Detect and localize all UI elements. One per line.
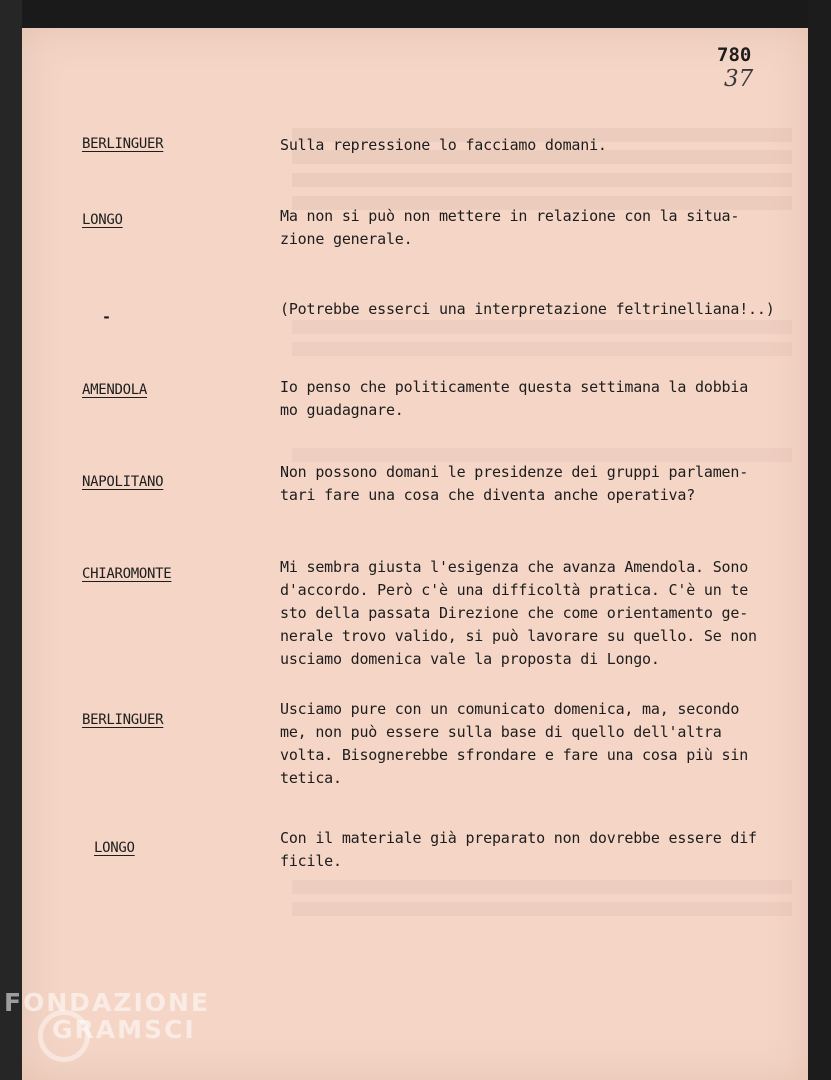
speaker-name: BERLINGUER <box>82 136 164 152</box>
speech-text: Ma non si può non mettere in relazione con la situa- zione generale. <box>280 207 740 248</box>
bleed-through <box>292 448 792 462</box>
speaker-name: LONGO <box>82 212 123 228</box>
watermark-line-2: GRAMSCI <box>52 1015 196 1044</box>
bleed-through <box>292 320 792 334</box>
document-page <box>22 28 808 1080</box>
speaker-name: BERLINGUER <box>82 712 164 728</box>
speech-text: (Potrebbe esserci una interpretazione feltrinelliana!..) <box>280 300 775 318</box>
bleed-through <box>292 342 792 356</box>
speech-text: Non possono domani le presidenze dei gruppi parlamen- tari fare una cosa che diventa anche operativa? <box>280 463 749 504</box>
speaker-name: NAPOLITANO <box>82 474 164 490</box>
speech-text: Io penso che politicamente questa settimana la dobbia mo guadagnare. <box>280 378 749 419</box>
page-number: 780 <box>717 44 752 66</box>
speech-text: Con il materiale già preparato non dovrebbe essere dif ficile. <box>280 829 757 870</box>
speech-text: Mi sembra giusta l'esigenza che avanza Amendola. Sono d'accordo. Però c'è una difficoltà pratica. C'è un te sto della passata Direzione che come orientamento ge- nerale trovo valido, si può lavorare su quello. Se non usciamo domenica vale la proposta di Longo. <box>280 558 757 668</box>
speech-text: Sulla repressione lo facciamo domani. <box>280 136 607 154</box>
speaker-name: AMENDOLA <box>82 382 148 398</box>
bleed-through <box>292 173 792 187</box>
speaker-name: CHIAROMONTE <box>82 566 172 582</box>
watermark-line-1: FONDAZIONE <box>4 988 211 1017</box>
handwritten-page-number: 37 <box>724 66 754 92</box>
dash-mark: - <box>102 308 112 326</box>
speaker-name: LONGO <box>94 840 135 856</box>
speech-text: Usciamo pure con un comunicato domenica, ma, secondo me, non può essere sulla base di quello dell'altra volta. Bisognerebbe sfrondare e fare una cosa più sin tetica. <box>280 700 749 787</box>
watermark-g-mark-icon <box>38 1010 90 1062</box>
bleed-through <box>292 880 792 894</box>
fondazione-gramsci-watermark <box>4 988 214 1068</box>
scan-right-edge <box>808 0 831 1080</box>
bleed-through <box>292 902 792 916</box>
scan-left-margin <box>0 0 22 1080</box>
